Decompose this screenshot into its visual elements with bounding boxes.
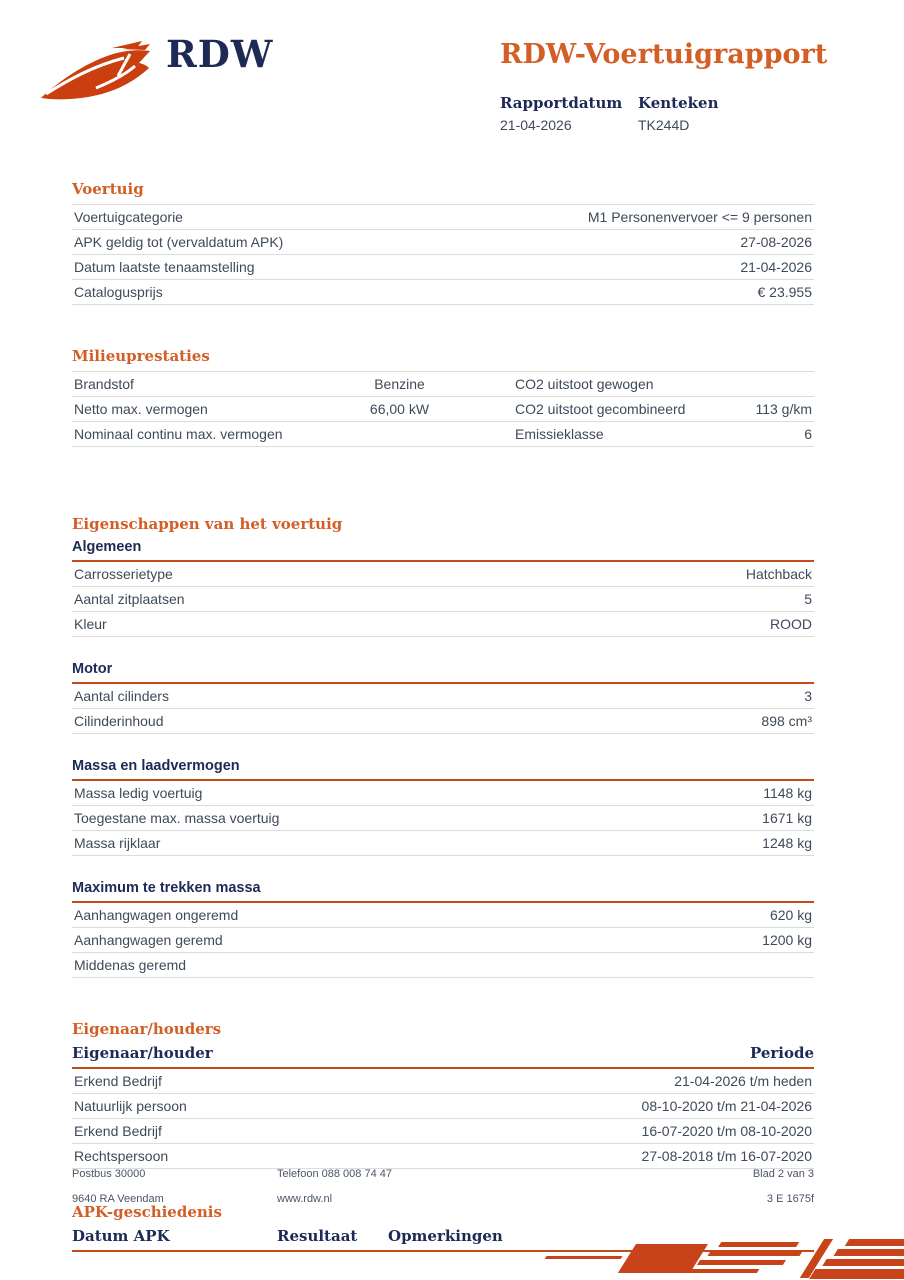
- row-label: Massa ledig voertuig: [74, 785, 203, 801]
- row-value: 21-04-2026: [740, 259, 812, 275]
- footer-website: www.rdw.nl: [277, 1193, 333, 1205]
- row-label-left: Netto max. vermogen: [74, 401, 208, 417]
- table-row: [72, 612, 814, 637]
- report-date-value: 21-04-2026: [500, 116, 572, 133]
- owner-period: 27-08-2018 t/m 16-07-2020: [641, 1148, 812, 1164]
- row-label-right: CO2 uitstoot gewogen: [515, 376, 654, 392]
- table-row: [72, 1094, 814, 1119]
- section-title-voertuig: Voertuig: [72, 180, 144, 198]
- table-row: [72, 205, 814, 230]
- row-label: Aantal cilinders: [74, 688, 169, 704]
- row-value-left: 66,00 kW: [369, 401, 430, 417]
- voertuig-table: [72, 204, 814, 305]
- column-header-apk-remarks: Opmerkingen: [388, 1227, 503, 1245]
- table-row: [72, 422, 814, 447]
- footer-doc-code: 3 E 1675f: [766, 1193, 814, 1205]
- row-value-right: 113 g/km: [755, 401, 812, 417]
- owner-period: 08-10-2020 t/m 21-04-2026: [641, 1098, 812, 1114]
- table-row: [72, 397, 814, 422]
- table-row: [72, 806, 814, 831]
- subsection-motor: [72, 661, 814, 734]
- row-label: Cilinderinhoud: [74, 713, 164, 729]
- row-value: 5: [804, 591, 812, 607]
- row-value: € 23.955: [757, 284, 812, 300]
- rdw-logo-text: RDW: [166, 32, 274, 76]
- massa-table: [72, 781, 814, 856]
- table-row: [72, 781, 814, 806]
- owner-type: Natuurlijk persoon: [74, 1098, 187, 1114]
- row-label-right: CO2 uitstoot gecombineerd: [515, 401, 686, 417]
- section-eigenaar: [72, 1020, 814, 1169]
- row-value: M1 Personenvervoer <= 9 personen: [587, 209, 812, 225]
- footer-phone: Telefoon 088 008 74 47: [277, 1168, 392, 1180]
- row-value: Hatchback: [745, 566, 812, 582]
- section-eigenschappen: [72, 515, 814, 978]
- row-label: Toegestane max. massa voertuig: [74, 810, 280, 826]
- section-milieuprestaties: [72, 347, 814, 447]
- row-label-right: Emissieklasse: [515, 426, 604, 442]
- table-row: [72, 587, 814, 612]
- table-row: [72, 372, 814, 397]
- algemeen-table: [72, 562, 814, 637]
- table-row: [72, 831, 814, 856]
- motor-table: [72, 684, 814, 734]
- table-row: [72, 709, 814, 734]
- row-label: APK geldig tot (vervaldatum APK): [74, 234, 284, 250]
- table-row: [72, 562, 814, 587]
- footer-address-line1: Postbus 30000: [72, 1168, 146, 1180]
- license-plate-label: Kenteken: [638, 93, 719, 112]
- subsection-massa: [72, 758, 814, 856]
- row-label: Voertuigcategorie: [74, 209, 183, 225]
- row-label-left: Nominaal continu max. vermogen: [74, 426, 283, 442]
- row-value-left: Benzine: [374, 376, 425, 392]
- section-title-apk: APK-geschiedenis: [72, 1203, 222, 1221]
- footer-row-1: [72, 1168, 814, 1180]
- row-value: 27-08-2026: [740, 234, 812, 250]
- footer-page-indicator: Blad 2 van 3: [752, 1168, 814, 1180]
- section-title-eigenaar: Eigenaar/houders: [72, 1020, 222, 1038]
- owner-type: Erkend Bedrijf: [74, 1073, 162, 1089]
- table-row: [72, 684, 814, 709]
- table-row: [72, 255, 814, 280]
- subsection-title-trekken-massa: Maximum te trekken massa: [72, 880, 814, 903]
- row-value: 3: [804, 688, 812, 704]
- rdw-logo: [38, 32, 274, 108]
- column-header-apk-date: Datum APK: [72, 1227, 170, 1245]
- table-row: [72, 928, 814, 953]
- report-date-label: Rapportdatum: [500, 93, 623, 112]
- owner-period: 21-04-2026 t/m heden: [674, 1073, 812, 1089]
- column-header-owner: Eigenaar/houder: [72, 1044, 213, 1062]
- milieu-table: [72, 371, 814, 447]
- row-label: Aantal zitplaatsen: [74, 591, 185, 607]
- trekken-table: [72, 903, 814, 978]
- table-row: [72, 1069, 814, 1094]
- owner-type: Erkend Bedrijf: [74, 1123, 162, 1139]
- row-value: 1200 kg: [762, 932, 812, 948]
- license-plate-value: TK244D: [638, 116, 690, 133]
- table-row: [72, 1119, 814, 1144]
- subsection-title-massa: Massa en laadvermogen: [72, 758, 814, 781]
- report-header: [0, 0, 904, 180]
- section-title-milieuprestaties: Milieuprestaties: [72, 347, 210, 365]
- owner-type: Rechtspersoon: [74, 1148, 169, 1164]
- table-row: [72, 1144, 814, 1169]
- eigenaar-table: [72, 1069, 814, 1169]
- row-value: 1248 kg: [762, 835, 812, 851]
- row-label: Massa rijklaar: [74, 835, 161, 851]
- subsection-algemeen: [72, 539, 814, 637]
- row-value: ROOD: [770, 616, 812, 632]
- section-title-eigenschappen: Eigenschappen van het voertuig: [72, 515, 343, 533]
- row-value: 898 cm³: [761, 713, 812, 729]
- rdw-speed-stripes-icon: [512, 1236, 904, 1280]
- row-label: Catalogusprijs: [74, 284, 163, 300]
- report-date-block: [500, 94, 638, 133]
- eigenaar-table-header: [72, 1044, 814, 1069]
- column-header-period: Periode: [749, 1044, 814, 1062]
- table-row: [72, 953, 814, 978]
- row-label: Aanhangwagen geremd: [74, 932, 223, 948]
- report-head: [500, 40, 860, 133]
- row-value-right: 6: [804, 426, 812, 442]
- subsection-title-motor: Motor: [72, 661, 814, 684]
- row-value: 1148 kg: [763, 785, 812, 801]
- table-row: [72, 280, 814, 305]
- column-header-apk-result: Resultaat: [277, 1227, 358, 1245]
- report-meta: [500, 94, 860, 133]
- row-value: 1671 kg: [762, 810, 812, 826]
- row-label: Aanhangwagen ongeremd: [74, 907, 239, 923]
- page-title: RDW-Voertuigrapport: [500, 39, 828, 70]
- row-label: Middenas geremd: [74, 957, 187, 973]
- footer-row-2: [72, 1193, 814, 1205]
- table-row: [72, 903, 814, 928]
- row-label-left: Brandstof: [74, 376, 134, 392]
- report-footer: [72, 1168, 814, 1218]
- owner-period: 16-07-2020 t/m 08-10-2020: [641, 1123, 812, 1139]
- subsection-title-algemeen: Algemeen: [72, 539, 814, 562]
- row-value: 620 kg: [769, 907, 812, 923]
- subsection-trekken-massa: [72, 880, 814, 978]
- row-label: Kleur: [74, 616, 107, 632]
- report-body: [72, 180, 814, 1252]
- footer-address-line2: 9640 RA Veendam: [72, 1193, 164, 1205]
- row-label: Datum laatste tenaamstelling: [74, 259, 255, 275]
- table-row: [72, 230, 814, 255]
- license-plate-block: [638, 94, 718, 133]
- section-voertuig: [72, 180, 814, 305]
- rdw-feather-icon: [38, 36, 160, 108]
- row-label: Carrosserietype: [74, 566, 173, 582]
